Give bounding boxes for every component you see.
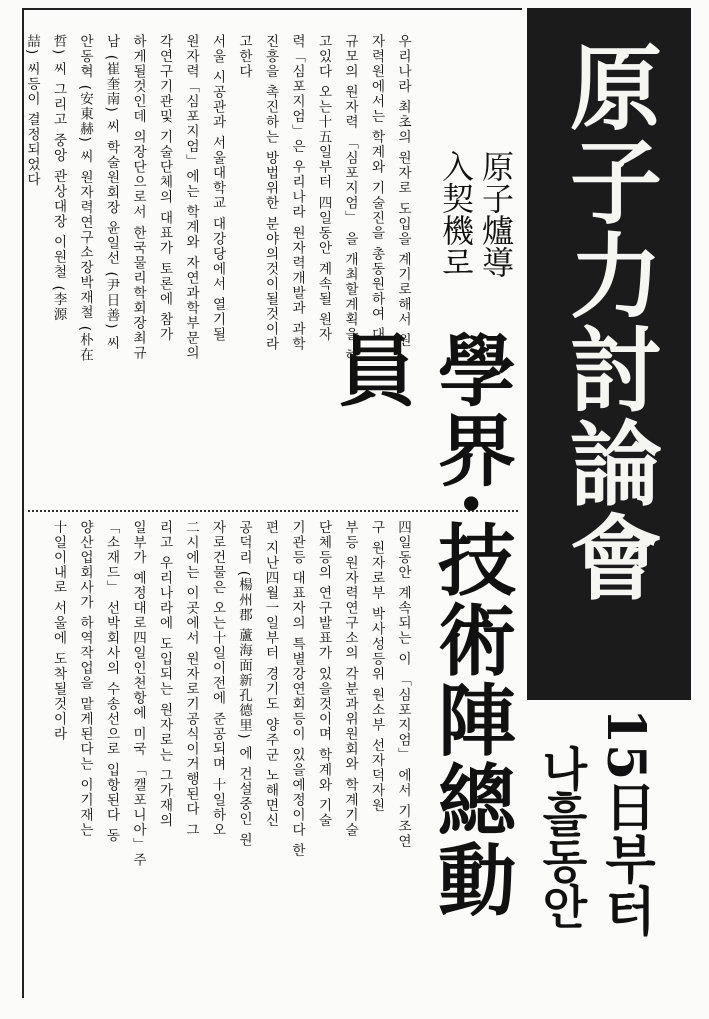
body-column: 구 원자로부 박사성등위 원소부 선자덕자원 [368,520,385,814]
body-column: 일부가 예정대로四일인천항에 미국 「캘포니아」주 [130,520,146,868]
subhead-line-1: 原子爐導 [477,150,515,278]
article-title: 原子力討論會 [555,40,663,604]
body-column: 二시에는 이곳에서 원자로기공식이거행된다 그 [183,520,199,838]
body-column: 「소재드」 선박회사의 수송선으로 입항된다 동 [103,520,120,844]
body-column: 자력원에서는 학계와 기술진을 총동원하여 대 [368,34,385,343]
body-column: 남 (崔奎南) 씨 학술원회장 윤일선 (尹日善) 씨 [103,34,120,351]
body-column: 자로건물은 오는十일이전에 준공되며 十일하오 [209,520,226,838]
top-rule [22,8,522,10]
body-column: 고한다 [236,34,252,79]
body-column: 고있다 오는十五일부터 四일동안 계속될 원자 [315,34,332,343]
body-column: 원자력「심포지엄」에는 학계와 자연과학부문의 [183,34,199,361]
subhead-line-2: 入契機로 [437,150,475,278]
date-line-1: 15日부터 [595,708,656,937]
body-column: 哲) 씨 그리고 중앙 관상대장 이원철 (李源 [50,34,67,323]
body-column: 규모의 원자력 「심포지엄」 을 개최할계획을 하 [342,34,358,363]
body-column: 공덕리 (楊州郡 蘆海面新孔德里) 에 건설중인 원 [236,520,252,848]
body-column: 하게될것인데 의장단으로서 한국물리학회장최규 [130,34,146,361]
body-column: 각연구기관및 기술단체의 대표가 토론에 참가 [156,34,173,343]
body-column: 단체등의 연구발표가 있을것이며 학계와 기술 [315,520,332,829]
body-column: 喆) 씨등이 결정되었다 [24,34,40,188]
body-column: 부등 원자력연구소의 각분과위원회와 학계기술 [342,520,358,838]
body-column: 四일동안 계속되는 이 「심포지엄」 에서 기조연 [395,520,411,849]
body-column: 기관등 대표자의 특별강연회등이 있을예정이다 한 [289,520,305,859]
body-column: 안동혁 (安東赫) 씨 원자력연구소장박재철 (朴在 [77,34,93,363]
main-headline: 學界·技術陣總動員 [325,330,516,920]
title-banner [527,8,691,700]
body-column: 우리나라 최초의 원자로 도입을 계기로해서 원 [395,34,411,348]
body-column: 十일이내로 서울에 도착될것이라 [50,520,67,742]
body-column: 편 지난四월一일부터 경기도 양주군 노해면신 [262,520,279,829]
body-column: 양산업회사가 하역작업을 맡게된다는 이기재는 [77,520,93,838]
body-column: 력「심포지엄」은 우리나라 원자력개발과 과학 [289,34,305,352]
date-line-2: 나흘동안 [535,745,589,929]
body-column: 리고 우리나라에 도입되는 원자로는 그가재의 [156,520,173,829]
body-column: 진흥을 촉진하는 방법위한 분야의것이될것이라 [262,34,279,352]
body-column: 서울 시공관과 서울대학교 대강당에서 열기될 [209,34,226,343]
